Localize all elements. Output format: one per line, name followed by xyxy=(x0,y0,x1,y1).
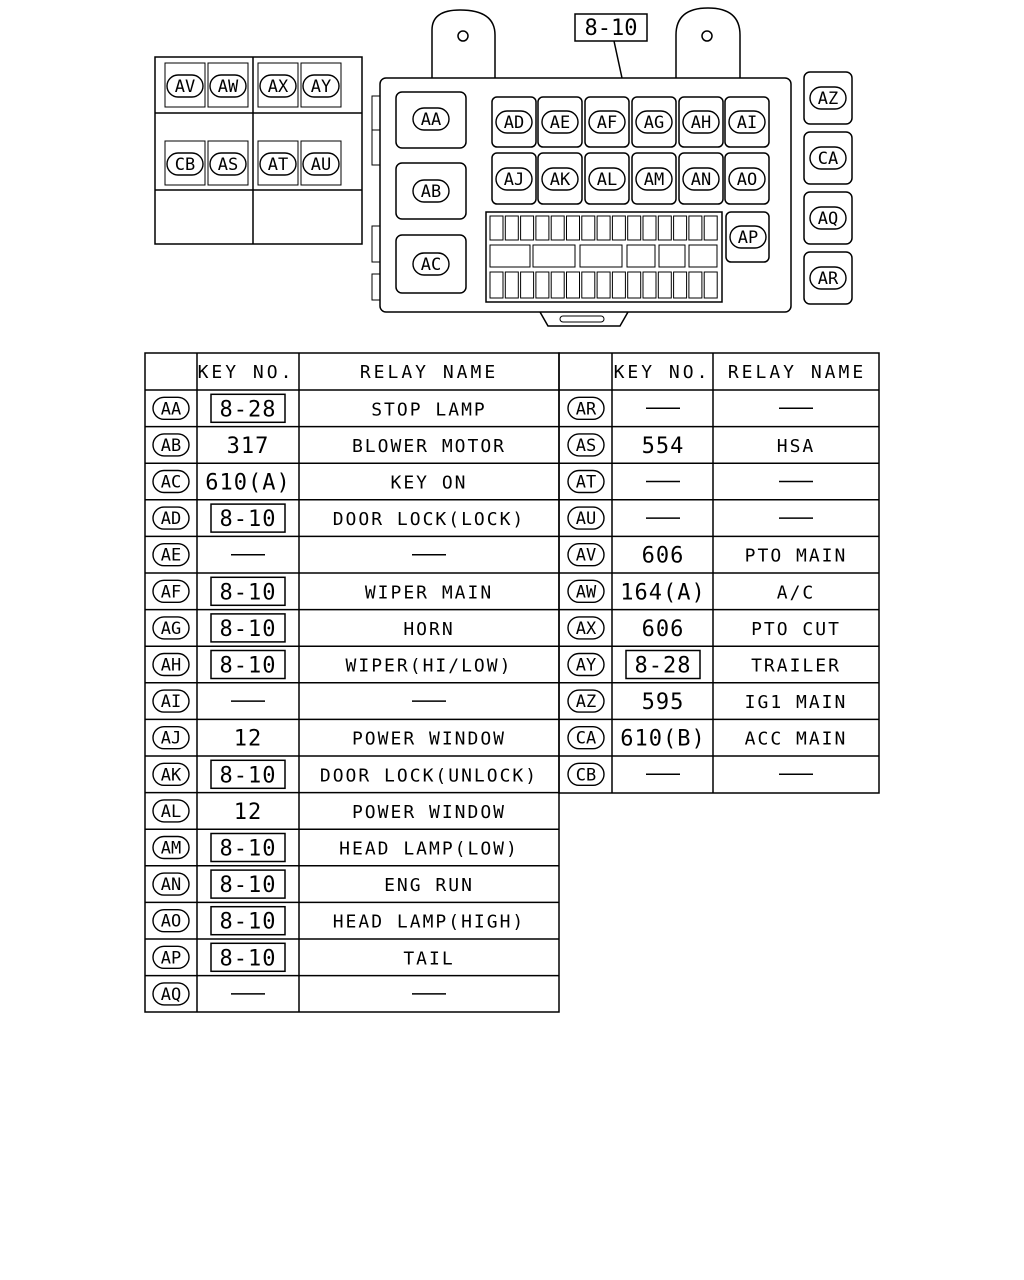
relay-name: PTO MAIN xyxy=(744,545,848,567)
key-number: 12 xyxy=(233,726,263,752)
relay-ax-text: AX xyxy=(267,77,289,97)
key-number: 8-10 xyxy=(219,580,277,606)
table-row xyxy=(568,471,813,493)
relay-ca-text: CA xyxy=(817,149,839,169)
row-id-badge-text: AH xyxy=(160,655,182,676)
row-id-badge-text: AL xyxy=(160,801,182,822)
relay-ag-text: AG xyxy=(643,113,665,133)
row-id-badge-text: AT xyxy=(575,472,597,493)
row-id-badge xyxy=(153,983,189,1005)
relay-name: TAIL xyxy=(403,948,455,970)
relay-ac-text: AC xyxy=(420,255,442,275)
relay-name: HEAD LAMP(HIGH) xyxy=(332,911,526,933)
table-row xyxy=(153,834,519,862)
relay-name: POWER WINDOW xyxy=(351,728,507,750)
relay-name: STOP LAMP xyxy=(371,399,487,421)
key-number: 8-10 xyxy=(219,763,277,789)
relay-au-text: AU xyxy=(310,155,332,175)
relay-ax xyxy=(260,75,296,97)
relay-ak xyxy=(542,168,578,190)
table-row xyxy=(153,870,474,898)
relay-aa xyxy=(413,108,449,130)
relay-ai xyxy=(729,111,765,133)
row-id-badge xyxy=(153,873,189,895)
key-number: 606 xyxy=(641,616,685,642)
row-id-badge xyxy=(153,946,189,968)
key-number: 610(A) xyxy=(205,470,291,496)
relay-al xyxy=(589,168,625,190)
key-number: 8-10 xyxy=(219,946,277,972)
relay-av xyxy=(167,75,203,97)
row-id-badge xyxy=(153,580,189,602)
row-id-badge xyxy=(153,507,189,529)
relay-an-text: AN xyxy=(690,170,712,190)
row-id-badge xyxy=(568,763,604,785)
row-id-badge xyxy=(568,507,604,529)
relay-name: ENG RUN xyxy=(384,875,474,897)
key-number: 8-10 xyxy=(219,653,277,679)
left-relay-box xyxy=(155,57,362,244)
relay-az-text: AZ xyxy=(817,89,839,109)
row-id-badge xyxy=(568,727,604,749)
row-id-badge xyxy=(153,397,189,419)
key-number: 554 xyxy=(641,433,685,459)
table-row xyxy=(568,617,841,642)
row-id-badge-text: AF xyxy=(160,582,182,603)
relay-aj xyxy=(496,168,532,190)
key-number: 164(A) xyxy=(620,580,706,606)
left-relay-header: RELAY NAME xyxy=(359,362,499,383)
key-number: 8-10 xyxy=(219,507,277,533)
row-id-badge-text: AW xyxy=(575,582,597,603)
row-id-badge-text: AS xyxy=(575,435,597,456)
relay-aj-text: AJ xyxy=(503,170,525,190)
relay-ay xyxy=(303,75,339,97)
relay-al-text: AL xyxy=(596,170,618,190)
outer-relays xyxy=(804,72,852,304)
relay-ay-text: AY xyxy=(310,77,332,97)
relay-name: WIPER MAIN xyxy=(364,582,494,604)
row-id-badge xyxy=(568,434,604,456)
right-key-header: KEY NO. xyxy=(613,362,711,383)
table-row xyxy=(153,760,538,788)
relay-ar-text: AR xyxy=(817,269,839,289)
relay-ag xyxy=(636,111,672,133)
row-id-badge xyxy=(153,654,189,676)
row-id-badge xyxy=(153,910,189,932)
key-number: 8-10 xyxy=(219,909,277,935)
key-number: 595 xyxy=(641,690,685,716)
table-row xyxy=(153,800,506,825)
relay-name: ACC MAIN xyxy=(744,728,848,750)
row-id-badge-text: AI xyxy=(160,692,182,713)
row-id-badge xyxy=(568,654,604,676)
key-number: 8-28 xyxy=(634,653,692,679)
relay-am xyxy=(636,168,672,190)
relay-ah xyxy=(683,111,719,133)
row-id-badge-text: AK xyxy=(160,765,182,786)
row-id-badge-text: AN xyxy=(160,875,182,896)
table-row xyxy=(568,727,847,752)
relay-ad-text: AD xyxy=(503,113,525,133)
row-id-badge xyxy=(153,763,189,785)
row-id-badge-text: AM xyxy=(160,838,182,859)
top-key-label: 8-10 xyxy=(584,16,638,41)
table-row xyxy=(153,907,525,935)
row-id-badge xyxy=(568,617,604,639)
relay-ab xyxy=(413,180,449,202)
table-row xyxy=(568,580,815,605)
table-row xyxy=(153,577,493,605)
key-number: 606 xyxy=(641,543,685,569)
row-id-badge xyxy=(153,617,189,639)
table-row xyxy=(153,504,525,532)
relay-aw-text: AW xyxy=(217,77,239,97)
key-number: 8-28 xyxy=(219,397,277,423)
table-row xyxy=(568,544,847,569)
table-row xyxy=(568,397,813,419)
row-id-badge-text: AR xyxy=(575,399,597,420)
main-relay-box xyxy=(372,8,791,326)
row-id-badge xyxy=(153,727,189,749)
table-row xyxy=(153,471,468,496)
row-id-badge-text: AG xyxy=(160,618,182,639)
table-row xyxy=(153,434,506,459)
row-id-badge-text: AU xyxy=(575,509,597,530)
row-id-badge-text: CA xyxy=(575,728,597,749)
relay-ak-text: AK xyxy=(549,170,571,190)
relay-ao xyxy=(729,168,765,190)
table-row xyxy=(153,614,455,642)
relay-ab-text: AB xyxy=(420,182,442,202)
table-row xyxy=(568,651,841,679)
row-id-badge-text: AZ xyxy=(575,692,597,713)
row-id-badge xyxy=(153,471,189,493)
row-id-badge xyxy=(153,800,189,822)
relay-av-text: AV xyxy=(174,77,196,97)
row-id-badge xyxy=(153,690,189,712)
row-id-badge xyxy=(568,397,604,419)
relay-at-text: AT xyxy=(267,155,289,175)
table-row xyxy=(568,507,813,529)
right-relay-header: RELAY NAME xyxy=(727,362,867,383)
relay-ca xyxy=(810,147,846,169)
relay-an xyxy=(683,168,719,190)
relay-name: KEY ON xyxy=(390,472,468,494)
relay-ah-text: AH xyxy=(690,113,712,133)
row-id-badge-text: CB xyxy=(575,765,597,786)
relay-name: HEAD LAMP(LOW) xyxy=(339,838,519,860)
relay-as xyxy=(210,153,246,175)
relay-name: DOOR LOCK(LOCK) xyxy=(332,509,526,531)
table-row xyxy=(568,763,813,785)
relay-name: A/C xyxy=(776,582,816,604)
relay-af-text: AF xyxy=(596,113,618,133)
relay-ap-text: AP xyxy=(737,228,759,248)
relay-aq-text: AQ xyxy=(817,209,839,229)
relay-as-text: AS xyxy=(217,155,239,175)
relay-ac xyxy=(413,253,449,275)
relay-aa-text: AA xyxy=(420,110,442,130)
relay-ae-text: AE xyxy=(549,113,571,133)
row-id-badge-text: AX xyxy=(575,618,597,639)
row-id-badge-text: AO xyxy=(160,911,182,932)
table-row xyxy=(153,394,487,422)
relay-name: DOOR LOCK(UNLOCK) xyxy=(319,765,539,787)
key-number: 8-10 xyxy=(219,836,277,862)
left-key-header: KEY NO. xyxy=(197,362,295,383)
row-id-badge-text: AJ xyxy=(160,728,182,749)
row-id-badge-text: AA xyxy=(160,399,182,420)
key-number: 12 xyxy=(233,799,263,825)
row-id-badge xyxy=(153,837,189,859)
relay-cb xyxy=(167,153,203,175)
relay-ad xyxy=(496,111,532,133)
relay-ai-text: AI xyxy=(736,113,758,133)
fuse-block xyxy=(490,216,717,298)
relay-name: HSA xyxy=(776,435,816,457)
table-row xyxy=(153,943,455,971)
relay-af xyxy=(589,111,625,133)
table-row xyxy=(153,651,512,679)
row-id-badge xyxy=(153,544,189,566)
row-id-badge-text: AD xyxy=(160,509,182,530)
key-number: 317 xyxy=(226,433,270,459)
key-number: 8-10 xyxy=(219,873,277,899)
relay-az xyxy=(810,87,846,109)
relay-cb-text: CB xyxy=(174,155,196,175)
table-row xyxy=(153,727,506,752)
relay-ao-text: AO xyxy=(736,170,758,190)
row-id-badge-text: AP xyxy=(160,948,182,969)
relay-name: POWER WINDOW xyxy=(351,801,507,823)
row-id-badge-text: AB xyxy=(160,435,182,456)
row-id-badge xyxy=(568,690,604,712)
row-id-badge-text: AC xyxy=(160,472,182,493)
row-id-badge-text: AQ xyxy=(160,984,182,1005)
relay-aw xyxy=(210,75,246,97)
row-id-badge xyxy=(568,471,604,493)
table-row xyxy=(568,690,847,715)
relay-table xyxy=(145,353,879,1012)
key-number: 610(B) xyxy=(620,726,706,752)
relay-name: WIPER(HI/LOW) xyxy=(345,655,513,677)
relay-name: IG1 MAIN xyxy=(744,692,848,714)
row-id-badge-text: AV xyxy=(575,545,597,566)
relay-at xyxy=(260,153,296,175)
relay-name: BLOWER MOTOR xyxy=(351,435,507,457)
row-id-badge xyxy=(153,434,189,456)
row-id-badge xyxy=(568,544,604,566)
relay-name: TRAILER xyxy=(751,655,841,677)
row-id-badge-text: AE xyxy=(160,545,182,566)
relay-ar xyxy=(810,267,846,289)
row-id-badge-text: AY xyxy=(575,655,597,676)
row-id-badge xyxy=(568,580,604,602)
relay-au xyxy=(303,153,339,175)
relay-am-text: AM xyxy=(643,170,665,190)
key-number: 8-10 xyxy=(219,616,277,642)
relay-ae xyxy=(542,111,578,133)
relay-name: PTO CUT xyxy=(751,618,841,640)
relay-name: HORN xyxy=(403,618,455,640)
relay-ap xyxy=(730,226,766,248)
relay-aq xyxy=(810,207,846,229)
table-row xyxy=(568,434,815,459)
